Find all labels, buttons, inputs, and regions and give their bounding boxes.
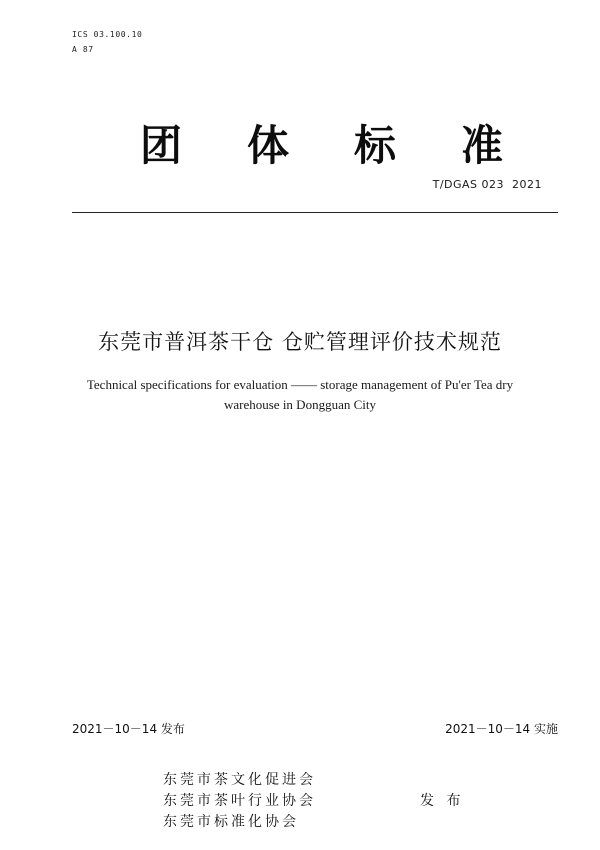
issued-label: 发 布 — [420, 793, 465, 809]
ccs-code: A 87 — [72, 45, 94, 54]
issue-date: 2021－10－14 发布 — [72, 722, 185, 736]
publisher-list — [163, 770, 316, 833]
title-chinese: 东莞市普洱茶干仓 仓贮管理评价技术规范 — [98, 330, 502, 354]
standard-type-char: 标 — [354, 121, 397, 170]
publisher-org: 东莞市茶文化促进会 — [163, 772, 316, 788]
standard-type-char: 团 — [140, 121, 183, 170]
publisher-org: 东莞市茶叶行业协会 — [163, 793, 316, 809]
standard-type-char: 准 — [461, 121, 504, 170]
header-divider — [72, 212, 558, 213]
standard-number: T/DGAS 023 2021 — [432, 178, 542, 191]
standard-type-heading — [0, 118, 600, 174]
standard-type-char: 体 — [247, 121, 290, 170]
publisher-org: 东莞市标准化协会 — [163, 814, 299, 830]
title-english: Technical specifications for evaluation —— storage management of Pu'er Tea dry warehouse in Dongguan City — [86, 377, 514, 412]
implementation-date: 2021－10－14 实施 — [445, 722, 558, 736]
ics-code: ICS 03.100.10 — [72, 30, 143, 39]
